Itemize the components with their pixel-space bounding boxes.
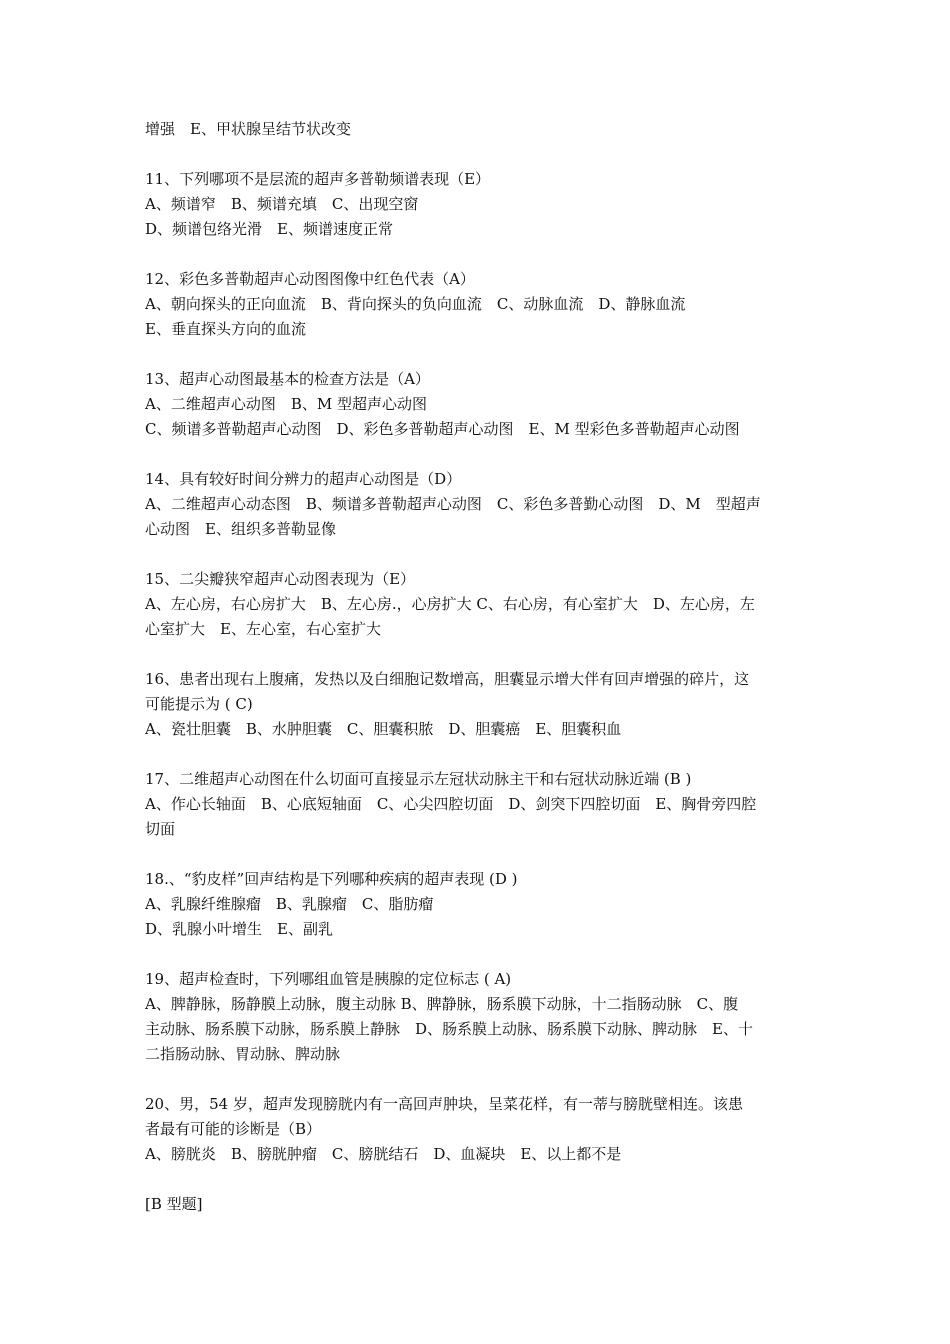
text-line: A、脾静脉，肠静膜上动脉，腹主动脉 B、脾静脉，肠系膜下动脉，十二指肠动脉 C、腹 [145,995,739,1013]
text-line: E、垂直探头方向的血流 [145,320,306,338]
text-line: 切面 [145,820,176,838]
text-line: A、左心房，右心房扩大 B、左心房.，心房扩大 C、右心房，有心室扩大 D、左心房，左 [145,595,755,613]
text-line: A、乳腺纤维腺瘤 B、乳腺瘤 C、脂肪瘤 [145,895,434,913]
text-line: 心室扩大 E、左心室，右心室扩大 [145,620,381,638]
text-line: D、频谱包络光滑 E、频谱速度正常 [145,220,393,238]
text-line: A、二维超声心动图 B、M 型超声心动图 [145,395,427,413]
text-line: A、二维超声心动态图 B、频谱多普勒超声心动图 C、彩色多普勤心动图 D、M 型超声 [145,495,761,513]
blank-line [145,742,815,767]
blank-line [145,342,815,367]
blank-line [145,842,815,867]
blank-line [145,442,815,467]
text-line: D、乳腺小叶增生 E、副乳 [145,920,333,938]
blank-line [145,242,815,267]
question-20: 20、男，54 岁，超声发现膀胱内有一高回声肿块，呈菜花样，有一蒂与膀胱壁相连。该患 [145,1095,743,1113]
blank-line [145,1067,815,1092]
question-11: 11、下列哪项不是层流的超声多普勒频谱表现（E） [145,170,491,188]
text-line: A、膀胱炎 B、膀胱肿瘤 C、膀胱结石 D、血凝块 E、以上都不是 [145,1145,622,1163]
text-line: 增强 E、甲状腺呈结节状改变 [145,120,351,138]
text-line: A、频谱窄 B、频谱充填 C、出现空窗 [145,195,419,213]
text-line: A、朝向探头的正向血流 B、背向探头的负向血流 C、动脉血流 D、静脉血流 [145,295,686,313]
text-line: 心动图 E、组织多普勒显像 [145,520,336,538]
blank-line [145,142,815,167]
blank-line [145,1167,815,1192]
text-line: A、作心长轴面 B、心底短轴面 C、心尖四腔切面 D、剑突下四腔切面 E、胸骨旁四腔 [145,795,757,813]
text-line: A、瓷壮胆囊 B、水肿胆囊 C、胆囊积脓 D、胆囊癌 E、胆囊积血 [145,720,622,738]
blank-line [145,642,815,667]
text-line: C、频谱多普勒超声心动图 D、彩色多普勒超声心动图 E、M 型彩色多普勒超声心动图 [145,420,740,438]
text-line: 者最有可能的诊断是（B） [145,1120,322,1138]
text-line: 主动脉、肠系膜下动脉，肠系膜上静脉 D、肠系膜上动脉、肠系膜下动脉、脾动脉 E、十 [145,1020,753,1038]
text-line: 二指肠动脉、胃动脉、脾动脉 [145,1045,341,1063]
question-17: 17、二维超声心动图在什么切面可直接显示左冠状动脉主干和右冠状动脉近端 (B ) [145,770,692,788]
blank-line [145,942,815,967]
question-12: 12、彩色多普勒超声心动图图像中红色代表（A） [145,270,475,288]
text-line: 可能提示为 ( C) [145,695,253,713]
question-13: 13、超声心动图最基本的检查方法是（A） [145,370,430,388]
blank-line [145,542,815,567]
question-18: 18.、“豹皮样”回声结构是下列哪种疾病的超声表现 (D ) [145,870,518,888]
question-19: 19、超声检查时，下列哪组血管是胰腺的定位标志 ( A) [145,970,512,988]
document-page [145,117,815,1217]
section-heading: [B 型题] [145,1195,203,1213]
question-14: 14、具有较好时间分辨力的超声心动图是（D） [145,470,462,488]
question-15: 15、二尖瓣狭窄超声心动图表现为（E） [145,570,416,588]
question-16: 16、患者出现右上腹痛，发热以及白细胞记数增高，胆囊显示增大伴有回声增强的碎片，这 [145,670,750,688]
